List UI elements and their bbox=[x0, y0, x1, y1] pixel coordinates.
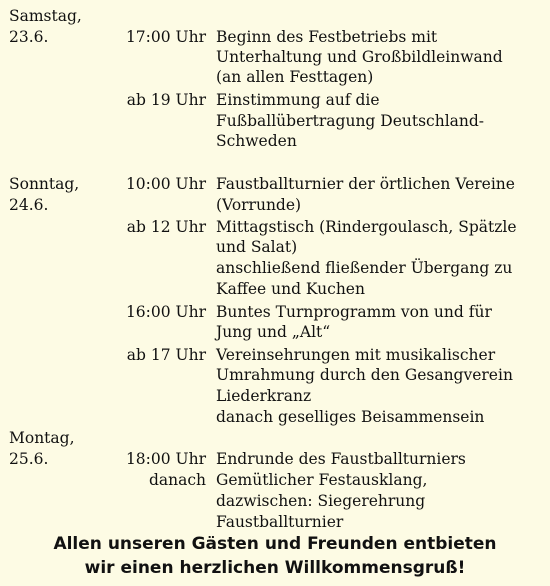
date-saturday: 23.6. bbox=[9, 28, 49, 46]
event-description-line: Vereinsehrungen mit musikalischer bbox=[216, 346, 496, 364]
event-description-line: Gemütlicher Festausklang, bbox=[216, 471, 428, 489]
time-label: 16:00 Uhr bbox=[125, 303, 206, 321]
event-description-line: (an allen Festtagen) bbox=[216, 68, 374, 86]
day-name-saturday: Samstag, bbox=[9, 7, 82, 25]
event-description-line: Jung und „Alt“ bbox=[216, 323, 331, 341]
event-description-line: Einstimmung auf die bbox=[216, 91, 380, 109]
event-description-line: und Salat) bbox=[216, 238, 298, 256]
day-name-monday: Montag, bbox=[9, 429, 75, 447]
event-description-line: Liederkranz bbox=[216, 387, 312, 405]
event-description-line: dazwischen: Siegerehrung bbox=[216, 492, 426, 510]
date-sunday: 24.6. bbox=[9, 196, 49, 214]
event-description-line: Beginn des Festbetriebs mit bbox=[216, 28, 438, 46]
event-description-line: Endrunde des Faustballturniers bbox=[216, 450, 466, 468]
event-description-line: Unterhaltung und Großbildleinwand bbox=[216, 48, 503, 66]
time-label: ab 17 Uhr bbox=[126, 346, 206, 364]
day-name-sunday: Sonntag, bbox=[9, 175, 80, 193]
event-description-line: anschließend fließender Übergang zu bbox=[216, 259, 513, 277]
time-label: danach bbox=[148, 471, 206, 489]
time-label: ab 12 Uhr bbox=[126, 218, 206, 236]
event-description-line: (Vorrunde) bbox=[216, 196, 302, 214]
event-description-line: Faustballturnier bbox=[216, 513, 344, 531]
date-monday: 25.6. bbox=[9, 450, 49, 468]
event-description-line: Fußballübertragung Deutschland- bbox=[216, 112, 485, 130]
closing-greeting-line-1: Allen unseren Gästen und Freunden entbieten bbox=[53, 534, 497, 554]
event-description-line: Faustballturnier der örtlichen Vereine bbox=[216, 175, 515, 193]
time-label: 10:00 Uhr bbox=[125, 175, 206, 193]
event-description-line: Umrahmung durch den Gesangverein bbox=[216, 366, 513, 384]
time-label: 17:00 Uhr bbox=[125, 28, 206, 46]
time-label: ab 19 Uhr bbox=[126, 91, 206, 109]
event-description-line: Schweden bbox=[216, 132, 297, 150]
event-description-line: Buntes Turnprogramm von und für bbox=[216, 303, 492, 321]
time-label: 18:00 Uhr bbox=[125, 450, 206, 468]
closing-greeting-line-2: wir einen herzlichen Willkommensgruß! bbox=[84, 558, 466, 578]
event-description-line: danach geselliges Beisammensein bbox=[216, 408, 485, 426]
event-description-line: Kaffee und Kuchen bbox=[216, 280, 365, 298]
event-description-line: Mittagstisch (Rindergoulasch, Spätzle bbox=[216, 218, 517, 236]
